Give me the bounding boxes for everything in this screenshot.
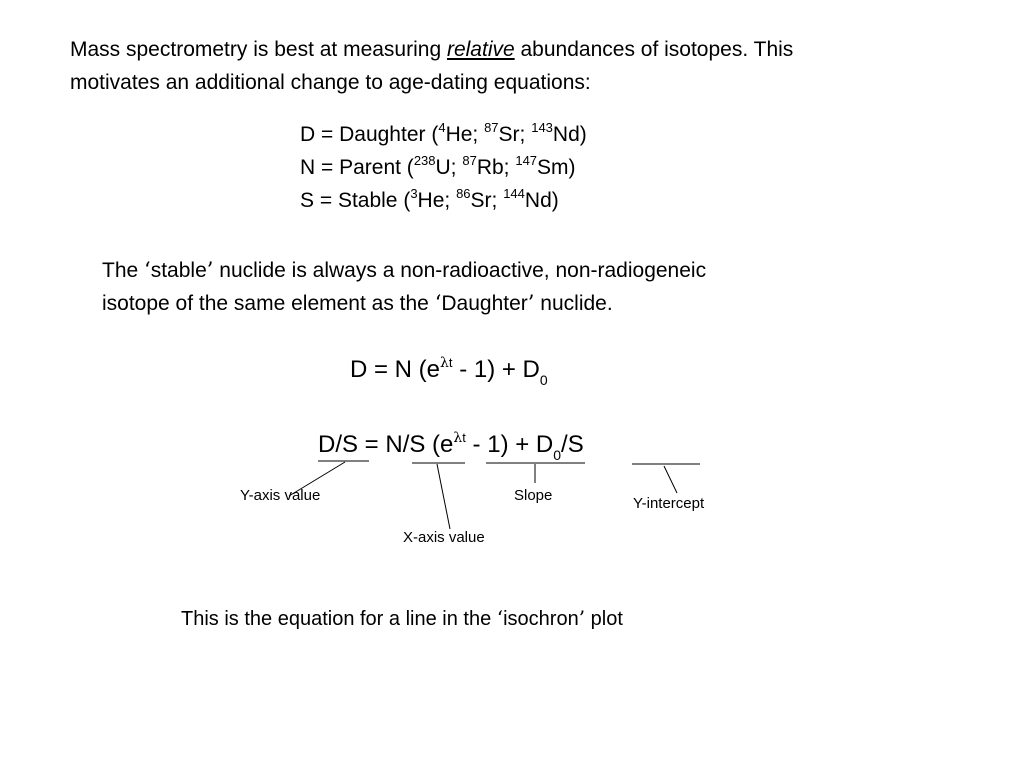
time-symbol: t [462,430,466,445]
mass-number: 144 [503,186,525,201]
intro-line-2: motivates an additional change to age-dating equations: [70,71,591,94]
intro-line-1-end: abundances of isotopes. This [514,38,794,61]
mass-number: 147 [515,153,538,168]
stable-note-text: isotope of the same element as the [102,292,435,315]
stable-note-text: nuclide is always a non-radioactive, non-radiogeneic [213,259,707,282]
definition-parent-lead: N = Parent ( [300,156,414,179]
lambda-symbol: λ [440,355,449,371]
close-quote: ’ [578,606,586,630]
equation-part: - 1) + D [452,356,540,383]
label-x-axis-value: X-axis value [403,529,485,546]
element: Sm) [537,156,576,179]
stable-note-text: The [102,259,145,282]
leader-y-intercept [664,466,677,493]
mass-number: 4 [438,120,446,135]
equation-part: D = N (e [350,356,441,383]
equation-term-ds: D/S [318,431,359,458]
element: Sr; [498,123,532,146]
time-symbol: t [448,355,453,370]
open-quote: ‘ [496,606,504,630]
mass-number: 3 [410,186,418,201]
element: U; [435,156,463,179]
subscript-zero: 0 [553,446,562,463]
equation-part: - 1) + D [465,431,554,458]
intro-emphasis-relative: relative [446,38,515,61]
label-slope: Slope [514,487,553,504]
label-y-axis-value: Y-axis value [240,487,321,504]
equation-part: = N/S (e [358,431,454,458]
intro-line-1-start: Mass spectrometry is best at measuring [70,38,447,61]
element: Sr; [470,189,504,212]
subscript-zero: 0 [539,371,548,388]
definition-daughter-lead: D = Daughter ( [300,123,439,146]
element: He; [417,189,457,212]
isochron-note-text: plot [585,608,623,630]
leader-x-axis [437,464,450,529]
definition-stable-lead: S = Stable ( [300,189,411,212]
close-quote: ’ [206,258,214,282]
element: He; [445,123,485,146]
quoted-word-isochron: isochron [503,608,579,630]
mass-number: 87 [484,120,499,135]
element: Nd) [552,123,587,146]
element: Rb; [476,156,516,179]
isochron-note [181,602,623,636]
close-quote: ’ [527,291,535,315]
open-quote: ‘ [144,258,151,282]
mass-number: 86 [456,186,471,201]
open-quote: ‘ [434,291,442,315]
mass-number: 87 [462,153,477,168]
stable-note-text: nuclide. [534,292,613,315]
element: Nd) [524,189,559,212]
quoted-word-stable: stable [150,259,207,282]
mass-number: 238 [413,153,436,168]
quoted-word-daughter: Daughter [441,292,528,315]
lambda-symbol: λ [453,430,463,446]
mass-number: 143 [531,120,553,135]
label-y-intercept: Y-intercept [633,495,705,512]
equation-part: /S [561,431,584,458]
isochron-note-text: This is the equation for a line in the [181,608,497,630]
